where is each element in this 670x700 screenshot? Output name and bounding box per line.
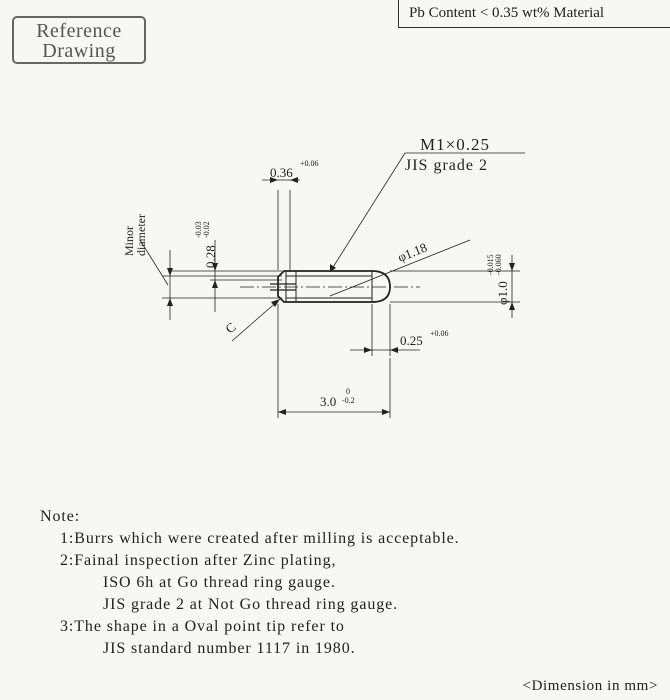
major-diameter-tol-lower: -0.060 — [494, 254, 503, 275]
thread-lines — [286, 271, 372, 302]
reference-label-line2: Drawing — [42, 40, 116, 62]
dimension-unit-note: <Dimension in mm> — [522, 678, 658, 694]
note-line: 1:Burrs which were created after milling is acceptable. — [60, 530, 460, 547]
chamfer-label: C — [222, 319, 239, 337]
note-line: JIS standard number 1117 in 1980. — [103, 640, 356, 657]
minor-diameter-label-1: Minor — [122, 226, 136, 256]
note-line: 3:The shape in a Oval point tip refer to — [60, 618, 345, 635]
total-length-tol-lower: -0.2 — [342, 396, 355, 405]
slot-width-tolerance: +0.06 — [300, 159, 319, 168]
arrowheads — [167, 177, 515, 415]
tip-length-value: 0.25 — [400, 333, 423, 348]
thread-grade: JIS grade 2 — [405, 157, 488, 174]
notes — [40, 506, 460, 660]
note-line: JIS grade 2 at Not Go thread ring gauge. — [103, 596, 399, 613]
note-line: ISO 6h at Go thread ring gauge. — [103, 574, 336, 591]
slot-width-value: 0.36 — [270, 165, 293, 180]
slot-depth-tol-upper: -0.03 — [194, 221, 203, 238]
tip-length-tolerance: +0.06 — [430, 329, 449, 338]
major-diameter-value: φ1.0 — [495, 281, 510, 305]
outer-diameter-value: φ1.18 — [395, 239, 430, 265]
total-length-value: 3.0 — [320, 394, 337, 409]
note-line: 2:Fainal inspection after Zinc plating, — [60, 552, 337, 569]
minor-diameter-label-2: diameter — [134, 214, 148, 256]
slot-depth-value: 0.28 — [203, 245, 218, 268]
total-length-tol-upper: 0 — [346, 387, 350, 396]
slot-depth-tol-lower: -0.02 — [202, 221, 211, 238]
reference-label-line1: Reference — [36, 20, 122, 42]
dimension-lines — [140, 153, 525, 418]
material-note: Pb Content < 0.35 wt% Material — [398, 0, 670, 28]
thread-spec: M1×0.25 — [420, 135, 490, 154]
major-diameter-tol-upper: -0.015 — [486, 254, 495, 275]
notes-heading: Note: — [40, 508, 81, 525]
